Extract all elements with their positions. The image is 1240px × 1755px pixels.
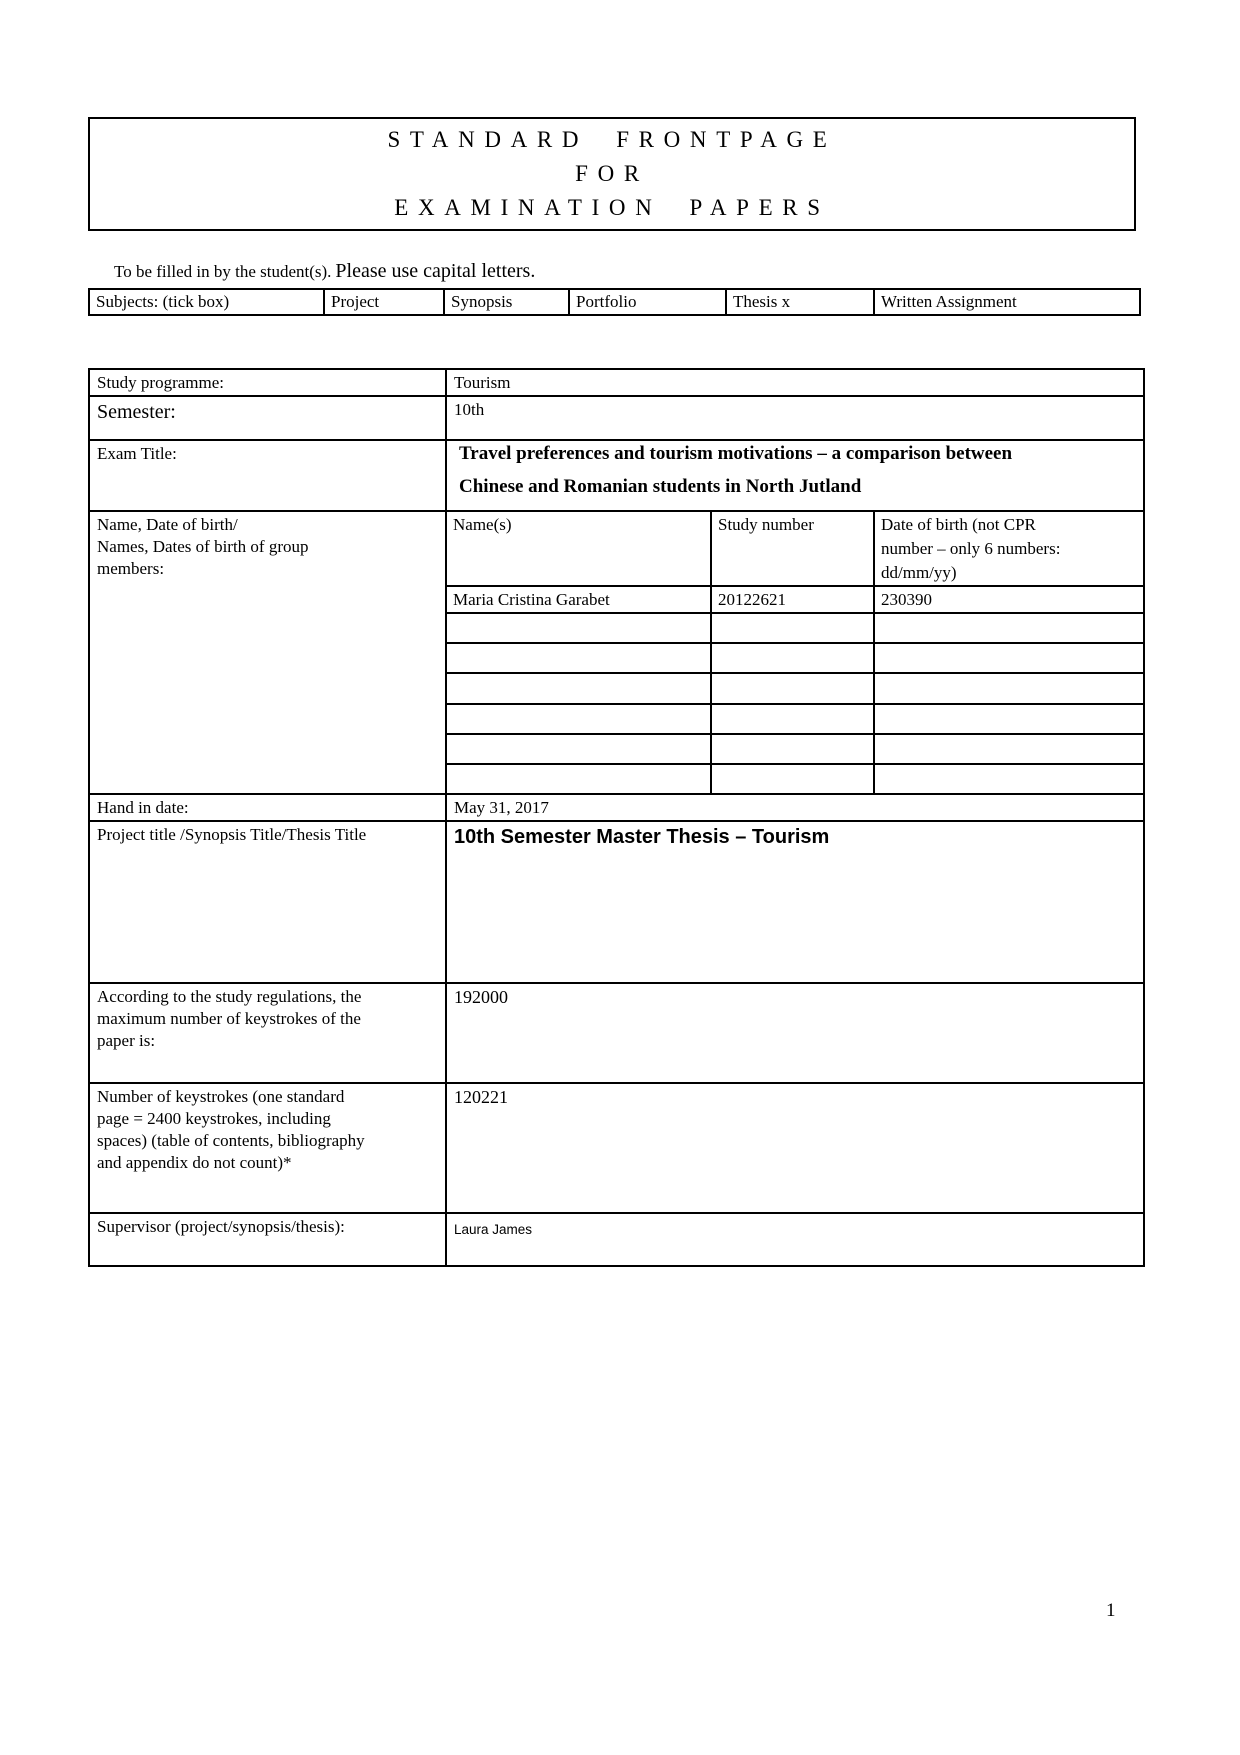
page-number: 1	[1106, 1600, 1116, 1621]
row-study-programme	[90, 370, 1143, 395]
names-table	[447, 512, 1143, 793]
names-row-1-study-number: 20122621	[712, 587, 875, 612]
project-title-value: 10th Semester Master Thesis – Tourism	[454, 826, 830, 848]
subject-option-written-assignment: Written Assignment	[881, 292, 1017, 311]
names-row-7	[447, 765, 1143, 793]
max-keystrokes-value: 192000	[454, 987, 508, 1007]
names-row-1-name: Maria Cristina Garabet	[447, 587, 712, 612]
names-row-5-name	[447, 705, 712, 733]
title-box	[88, 117, 1136, 231]
names-row-3-date-of-birth	[875, 644, 1143, 672]
names-row-3	[447, 644, 1143, 674]
title-line-2: FOR	[575, 161, 649, 186]
names-header-name: Name(s)	[447, 512, 712, 585]
frontpage-form-table	[88, 368, 1145, 1267]
names-row-3-name	[447, 644, 712, 672]
hand-in-date-label: Hand in date:	[90, 795, 447, 820]
supervisor-value: Laura James	[454, 1222, 533, 1237]
names-row-5	[447, 705, 1143, 735]
exam-title-line-1: Travel preferences and tourism motivations – a comparison between	[459, 443, 1013, 464]
names-row-7-name	[447, 765, 712, 793]
names-row-5-study-number	[712, 705, 875, 733]
row-keystrokes	[90, 1082, 1143, 1212]
names-row-6-name	[447, 735, 712, 763]
subject-option-synopsis: Synopsis	[445, 290, 570, 314]
names-row-2-name	[447, 614, 712, 642]
semester-value: 10th	[454, 400, 485, 419]
max-keystrokes-label-text: According to the study regulations, the maximum number of keystrokes of the paper is:	[97, 987, 362, 1050]
names-row-4-name	[447, 674, 712, 702]
project-title-label	[90, 822, 447, 982]
instruction-prefix: To be filled in by the student(s).	[114, 262, 332, 281]
title-line-3: EXAMINATION PAPERS	[394, 195, 830, 220]
names-row-4	[447, 674, 1143, 704]
names-row-4-study-number	[712, 674, 875, 702]
names-header-row	[447, 512, 1143, 587]
subjects-label: Subjects: (tick box)	[90, 290, 325, 314]
names-row-2-study-number	[712, 614, 875, 642]
exam-title-label: Exam Title:	[90, 441, 447, 510]
subjects-table	[88, 288, 1141, 316]
study-programme-value: Tourism	[454, 373, 511, 392]
names-row-1	[447, 587, 1143, 614]
instruction-line	[114, 260, 535, 283]
names-label	[90, 512, 447, 793]
names-row-6-study-number	[712, 735, 875, 763]
names-row-2-date-of-birth	[875, 614, 1143, 642]
supervisor-label: Supervisor (project/synopsis/thesis):	[90, 1214, 447, 1265]
max-keystrokes-label	[90, 984, 447, 1082]
row-exam-title	[90, 439, 1143, 510]
keystrokes-label-text: Number of keystrokes (one standard page = 2400 keystrokes, including spaces) (table of contents, bibliography and appendix do not count)*	[97, 1087, 365, 1172]
row-supervisor	[90, 1212, 1143, 1265]
project-title-label-text: Project title /Synopsis Title/Thesis Title	[97, 825, 367, 844]
row-project-title	[90, 820, 1143, 982]
row-hand-in-date	[90, 793, 1143, 820]
names-row-2	[447, 614, 1143, 644]
exam-title-value	[447, 441, 1143, 510]
exam-title-line-2: Chinese and Romanian students in North Jutland	[459, 476, 862, 497]
instruction-emphasis: Please use capital letters.	[335, 260, 536, 282]
row-names	[90, 510, 1143, 793]
names-row-3-study-number	[712, 644, 875, 672]
names-row-1-date-of-birth: 230390	[881, 590, 932, 609]
subject-option-portfolio: Portfolio	[570, 290, 727, 314]
title-line-1: STANDARD FRONTPAGE	[387, 127, 837, 152]
names-header-date-of-birth: Date of birth (not CPR number – only 6 numbers: dd/mm/yy)	[881, 515, 1061, 582]
names-row-6-date-of-birth	[875, 735, 1143, 763]
names-row-7-study-number	[712, 765, 875, 793]
names-label-line-2: Names, Dates of birth of group members:	[97, 537, 309, 578]
subject-option-thesis: Thesis x	[727, 290, 875, 314]
names-row-7-date-of-birth	[875, 765, 1143, 793]
names-row-4-date-of-birth	[875, 674, 1143, 702]
names-row-6	[447, 735, 1143, 765]
keystrokes-label	[90, 1084, 447, 1212]
names-header-study-number: Study number	[712, 512, 875, 585]
subject-option-project: Project	[325, 290, 445, 314]
hand-in-date-value: May 31, 2017	[454, 798, 549, 817]
row-max-keystrokes	[90, 982, 1143, 1082]
row-semester	[90, 395, 1143, 439]
names-row-5-date-of-birth	[875, 705, 1143, 733]
keystrokes-value: 120221	[454, 1087, 508, 1107]
study-programme-label: Study programme:	[90, 370, 447, 395]
names-label-line-1: Name, Date of birth/	[97, 515, 238, 534]
semester-label: Semester:	[90, 397, 447, 439]
